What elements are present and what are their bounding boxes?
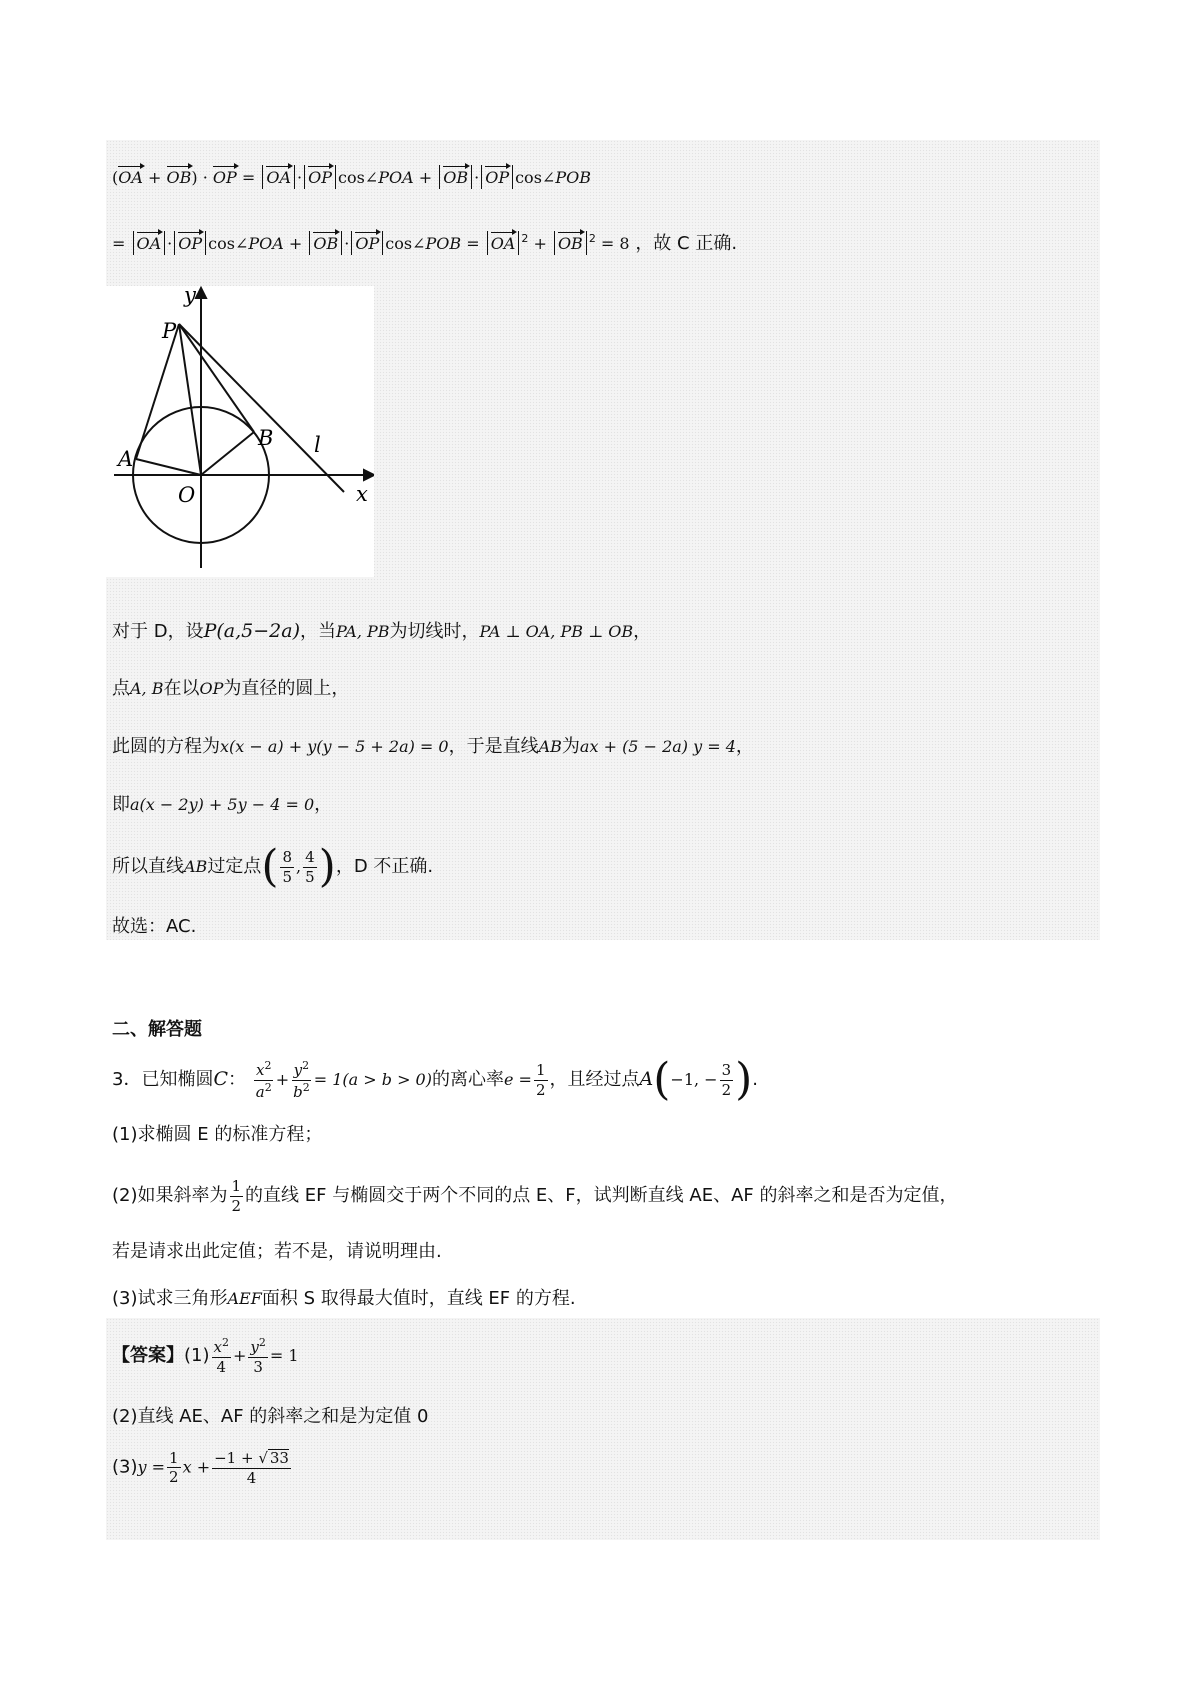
segment-OA: [136, 459, 201, 475]
label-B: B: [258, 426, 274, 450]
x-axis-arrow: [364, 470, 374, 480]
segment-PB: [179, 324, 254, 432]
optionD-line-2: 点A, B在以OP为直径的圆上，: [112, 678, 350, 699]
problem3-stem: 3．已知椭圆C： $\frac{x^2}{a^2}$ + $\frac{y^2}{b^2}$ = 1(a > b > 0)的离心率e = $\frac{1}{2}$ ，且经过点A(−1, − $\frac{3}{2}$ ).: [112, 1054, 759, 1105]
segment-OB: [201, 432, 254, 475]
optionD-conclusion: 故选：AC.: [112, 916, 197, 937]
problem3-q1: (1)求椭圆 E 的标准方程；: [112, 1124, 323, 1145]
segment-PA: [136, 324, 179, 459]
label-y: y: [184, 286, 196, 307]
problem3-q2-line2: 若是请求出此定值；若不是，请说明理由.: [112, 1241, 442, 1262]
problem3-q3: (3)试求三角形AEF面积 S 取得最大值时，直线 EF 的方程.: [112, 1288, 576, 1309]
optionD-line-1: 对于 D，设P(a,5−2a)，当PA, PB为切线时，PA ⊥ OA, PB ⊥ OB，: [112, 620, 652, 642]
derivation-line-1: (OA + OB) · OP = OA · OP cos∠POA + OB · OP cos∠POB: [112, 165, 591, 189]
label-O: O: [178, 483, 196, 507]
derivation-tail: ，故 C 正确.: [635, 233, 738, 254]
optionD-line-5: 所以直线AB过定点( $\frac{8}{5}$ , $\frac{4}{5}$ )，D 不正确.: [112, 841, 434, 892]
y-axis-arrow: [196, 288, 206, 298]
optionD-line-3: 此圆的方程为x(x − a) + y(y − 5 + 2a) = 0，于是直线AB为ax + (5 − 2a) y = 4，: [112, 736, 754, 757]
problem3-q2: (2)如果斜率为 $\frac{1}{2}$ 的直线 EF 与椭圆交于两个不同的点 E、F，试判断直线 AE、AF 的斜率之和是否为定值，: [112, 1177, 958, 1215]
label-x: x: [356, 482, 368, 506]
derivation-line-2: = OA · OP cos∠POA + OB · OP cos∠POB = OA $^2$ + OB $^2$ = 8 ，故 C 正确.: [112, 232, 738, 254]
answer-1: 【答案】(1) $\frac{x^2}{4}$ + $\frac{y^2}{3}$ = 1: [112, 1336, 299, 1376]
geometry-figure: [106, 286, 374, 577]
label-l: l: [314, 433, 321, 457]
optionD-line-4: 即a(x − 2y) + 5y − 4 = 0，: [112, 794, 333, 815]
label-P: P: [162, 319, 177, 343]
section-title: 二、解答题: [112, 1019, 202, 1040]
answer-3: (3)y = $\frac{1}{2}$ x + $\frac{-1 + √ 33}{4}$: [112, 1448, 289, 1487]
label-A: A: [118, 447, 134, 471]
segment-PO: [179, 324, 201, 475]
answer-2: (2)直线 AE、AF 的斜率之和是为定值 0: [112, 1406, 429, 1427]
